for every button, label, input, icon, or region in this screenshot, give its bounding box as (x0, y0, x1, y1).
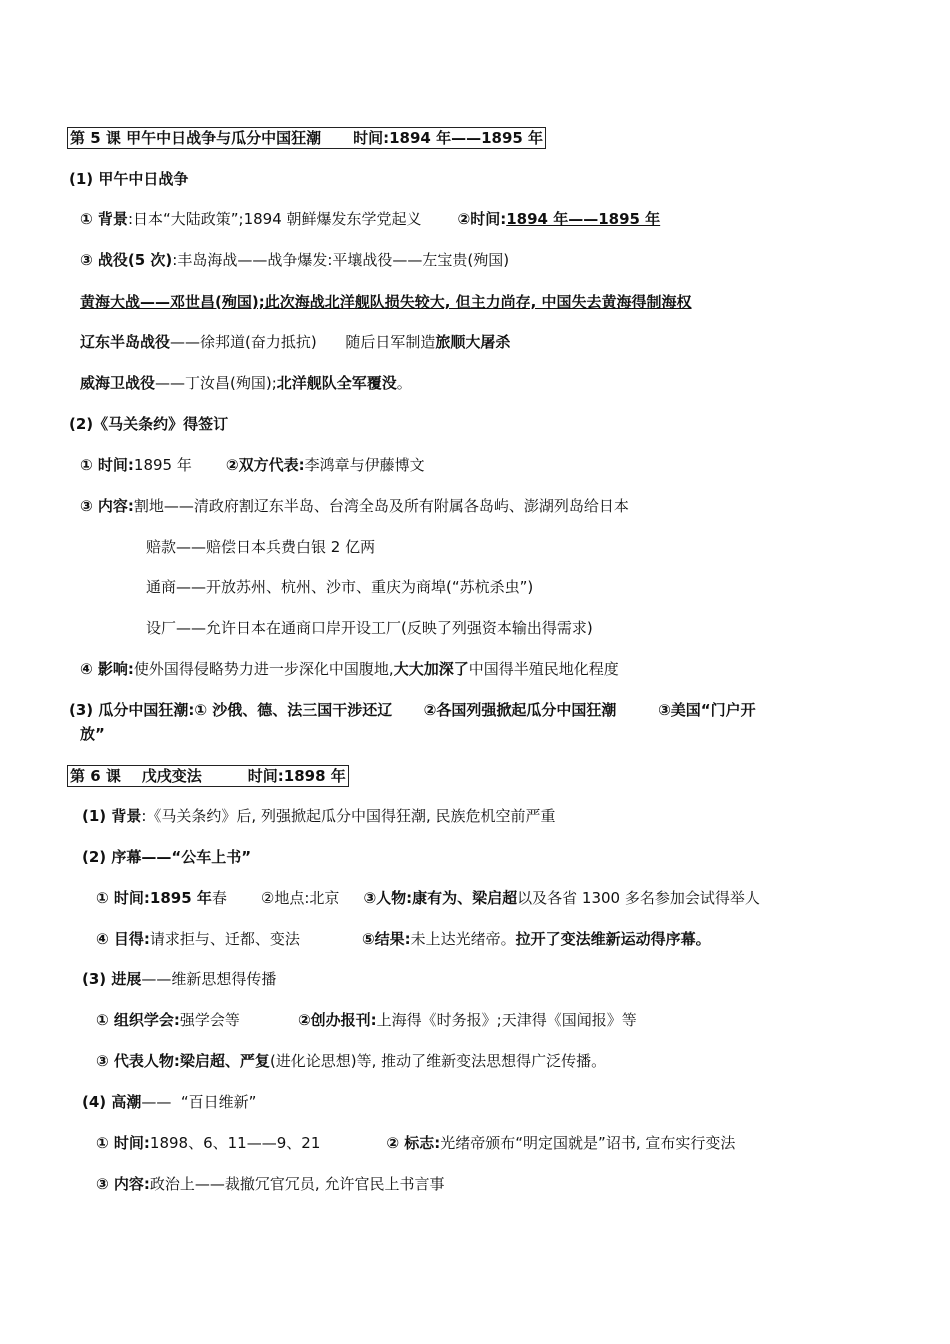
l6-s3-rep-bold: 梁启超、严复 (179, 1052, 270, 1070)
s2-time-label: ① 时间: (80, 456, 134, 474)
s2-impact-bold: 大大加深了 (393, 660, 469, 678)
s3-text-line2: 放” (80, 725, 105, 743)
l6-s2-goal-line (96, 929, 711, 949)
s1-bg-text: :日本“大陆政策”;1894 朝鲜爆发东学党起义 (127, 210, 422, 228)
l6-s3-press-label: ②创办报刊: (297, 1011, 377, 1029)
lesson5-title-box (67, 127, 546, 149)
l6-s3-heading (82, 969, 276, 989)
s1-battle-line (80, 250, 509, 270)
l6-s2-time-spring: 春 (211, 889, 227, 907)
s2-time-value: 1895 年 (133, 456, 192, 474)
s2-content-3: 通商——开放苏州、杭州、沙市、重庆为商埠(“苏杭杀虫”) (146, 578, 534, 596)
l6-s3-heading-label: (3) 进展 (82, 970, 142, 988)
l6-s4-sign-text: 光绪帝颁布“明定国就是”诏书, 宣布实行变法 (440, 1134, 736, 1152)
l6-s2-goal-label: ④ 目得: (96, 930, 150, 948)
s2-rep-value: 李鸿章与伊藤博文 (304, 456, 425, 474)
l6-s2-people-bold: 康有为、梁启超 (412, 889, 518, 907)
s1-weihai-dot: 。 (396, 374, 412, 392)
l6-s2-place: ②地点:北京 (260, 889, 340, 907)
l6-s2-time-label: ① 时间: (96, 889, 150, 907)
s2-content-1: 割地——清政府割辽东半岛、台湾全岛及所有附属各岛屿、澎湖列岛给日本 (133, 497, 629, 515)
s1-liaodong-label: 辽东半岛战役 (80, 333, 171, 351)
l6-s2-time-line (96, 888, 760, 908)
s2-impact-end: 中国得半殖民地化程度 (468, 660, 619, 678)
l6-s3-org-label: ① 组织学会: (96, 1011, 180, 1029)
l6-s4-content-label: ③ 内容: (96, 1175, 150, 1193)
s1-liaodong-text: ——徐邦道(奋力抵抗) 随后日军制造 (170, 333, 436, 351)
s2-content-label: ③ 内容: (80, 497, 134, 515)
s2-rep-label: ②双方代表: (225, 456, 305, 474)
lesson6-time: 时间:1898 年 (247, 767, 346, 785)
l6-s1-line (82, 806, 556, 826)
l6-s3-rep-label: ③ 代表人物: (96, 1052, 180, 1070)
s1-yellow-sea: 黄海大战——邓世昌(殉国);此次海战北洋舰队损失较大, 但主力尚存, 中国失去黄海得制海权 (80, 293, 692, 311)
lesson5-title: 第 5 课 甲午中日战争与瓜分中国狂潮 (70, 129, 322, 147)
s1-time-label: ②时间: (457, 210, 507, 228)
s1-heading: (1) 甲午中日战争 (69, 170, 189, 188)
s1-weihai-text: ——丁汝昌(殉国); (155, 374, 277, 392)
l6-s2-goal-text: 请求拒与、迁都、变法 (149, 930, 300, 948)
l6-s4-time-text: 1898、6、11——9、21 (149, 1134, 321, 1152)
s1-battle-text: :丰岛海战——战争爆发:平壤战役——左宝贵(殉国) (172, 251, 510, 269)
l6-s4-heading-text: —— “百日维新” (141, 1093, 257, 1111)
s1-weihai-line (80, 373, 412, 393)
l6-s4-time-label: ① 时间: (96, 1134, 150, 1152)
s1-time-value: 1894 年——1895 年 (506, 210, 661, 228)
l6-s3-heading-text: ——维新思想得传播 (141, 970, 277, 988)
l6-s2-result-label: ⑤结果: (361, 930, 411, 948)
s2-time-line (80, 455, 425, 475)
l6-s3-org-text: 强学会等 (179, 1011, 240, 1029)
l6-s1-label: (1) 背景 (82, 807, 142, 825)
l6-s3-press-text: 上海得《时务报》;天津得《国闻报》等 (376, 1011, 637, 1029)
l6-s2-heading: (2) 序幕——“公车上书” (82, 848, 252, 866)
s2-content-line (80, 496, 629, 516)
s2-impact-line (80, 659, 619, 679)
s1-liaodong-line (80, 332, 510, 352)
l6-s4-sign-label: ② 标志: (386, 1134, 441, 1152)
lesson6-title: 第 6 课 戊戌变法 (70, 767, 202, 785)
s2-content-4: 设厂——允许日本在通商口岸开设工厂(反映了列强资本输出得需求) (146, 619, 593, 637)
s2-impact-label: ④ 影响: (80, 660, 134, 678)
l6-s2-result-bold: 拉开了变法维新运动得序幕。 (515, 930, 711, 948)
l6-s3-rep-text: (进化论思想)等, 推动了维新变法思想得广泛传播。 (269, 1052, 607, 1070)
l6-s4-time-line (96, 1133, 735, 1153)
s1-battle-label: ③ 战役(5 次) (80, 251, 173, 269)
l6-s1-text: :《马关条约》后, 列强掀起瓜分中国得狂潮, 民族危机空前严重 (141, 807, 556, 825)
l6-s3-org-line (96, 1010, 637, 1030)
s2-impact-text: 使外国得侵略势力进一步深化中国腹地, (133, 660, 394, 678)
s1-weihai-end: 北洋舰队全军覆没 (276, 374, 397, 392)
l6-s2-time-value: 1895 年 (149, 889, 212, 907)
l6-s2-people-text: 以及各省 1300 多名参加会试得举人 (517, 889, 760, 907)
s1-background-line (80, 209, 660, 229)
l6-s4-content-line (96, 1174, 444, 1194)
lesson6-title-box (67, 765, 349, 787)
s1-bg-label: ① 背景 (80, 210, 128, 228)
l6-s2-result-text: 未上达光绪帝。 (410, 930, 516, 948)
s1-lushun: 旅顺大屠杀 (435, 333, 511, 351)
l6-s2-people-label: ③人物: (363, 889, 413, 907)
l6-s3-rep-line (96, 1051, 606, 1071)
s2-heading: (2)《马关条约》得签订 (69, 415, 229, 433)
s1-weihai-label: 威海卫战役 (80, 374, 156, 392)
s2-content-2: 赔款——赔偿日本兵费白银 2 亿两 (146, 538, 376, 556)
l6-s4-content-text: 政治上——裁撤冗官冗员, 允许官民上书言事 (149, 1175, 445, 1193)
l6-s4-heading-label: (4) 高潮 (82, 1093, 142, 1111)
l6-s4-heading (82, 1092, 256, 1112)
lesson5-time: 时间:1894 年——1895 年 (353, 129, 544, 147)
s3-text-line1: (3) 瓜分中国狂潮:① 沙俄、德、法三国干涉还辽 ②各国列强掀起瓜分中国狂潮 ③美国“门户开 (69, 701, 756, 719)
